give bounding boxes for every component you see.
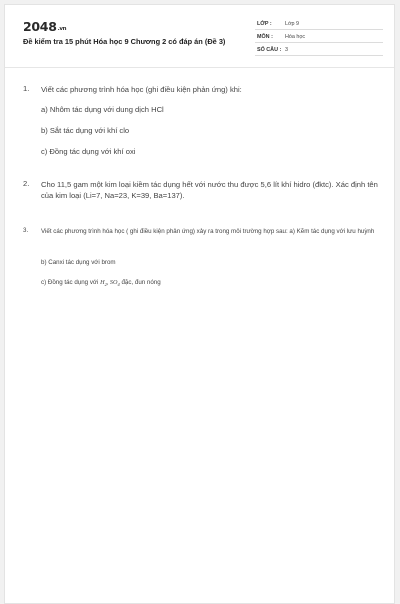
meta-row-subject: [255, 31, 383, 43]
question-1-item-a: a) Nhôm tác dụng với dung dịch HCl: [41, 105, 164, 114]
question-3-item-c-suffix: đặc, đun nóng: [121, 279, 161, 286]
question-3-item-c: [41, 279, 161, 287]
formula-h: H: [100, 279, 105, 286]
question-1-text: Viết các phương trình hóa học (ghi điều kiện phản ứng) khi:: [41, 85, 242, 94]
question-1-item-b: b) Sắt tác dụng với khí clo: [41, 126, 130, 135]
meta-value: Hóa học: [285, 34, 306, 40]
formula-so: SO: [109, 279, 118, 286]
logo-main: 2048: [23, 19, 57, 34]
site-logo[interactable]: [23, 19, 66, 34]
meta-label: MÔN :: [257, 34, 273, 40]
chemical-formula: $H_2$, $SO_4$: [100, 279, 120, 288]
question-2-number: 2.: [23, 179, 30, 188]
document-title: Đề kiểm tra 15 phút Hóa học 9 Chương 2 có đáp án (Đề 3): [23, 37, 226, 46]
formula-so-subscript: 4: [117, 282, 120, 288]
logo-suffix: .vn: [57, 26, 67, 32]
header-divider: [5, 67, 394, 68]
meta-row-question-count: [255, 44, 383, 56]
document-page: [4, 4, 395, 604]
formula-h-subscript: 2: [104, 282, 107, 288]
question-1-number: 1.: [23, 84, 30, 93]
meta-label: SỐ CÂU :: [257, 47, 282, 53]
meta-label: LỚP :: [257, 21, 272, 27]
question-3-text: Viết các phương trình hóa học ( ghi điều kiện phản ứng) xảy ra trong môi trường hợp sau: a) Kẽm tác dụng với lưu huỳnh: [41, 228, 375, 235]
question-3-number: 3.: [23, 227, 29, 234]
meta-value: 3: [285, 47, 288, 53]
question-3-item-b: b) Canxi tác dụng với brom: [41, 259, 116, 266]
question-1-item-c: c) Đồng tác dụng với khí oxi: [41, 147, 136, 156]
question-2-text: Cho 11,5 gam một kim loại kiềm tác dụng hết với nước thu được 5,6 lít khí hidro (đktc). Xác định tên của kim loại (Li=7, Na=23, K=39, Ba=137).: [41, 180, 378, 200]
question-3-item-c-prefix: c) Đồng tác dụng với: [41, 279, 99, 286]
meta-row-class: [255, 18, 383, 30]
meta-value: Lớp 9: [285, 21, 300, 27]
